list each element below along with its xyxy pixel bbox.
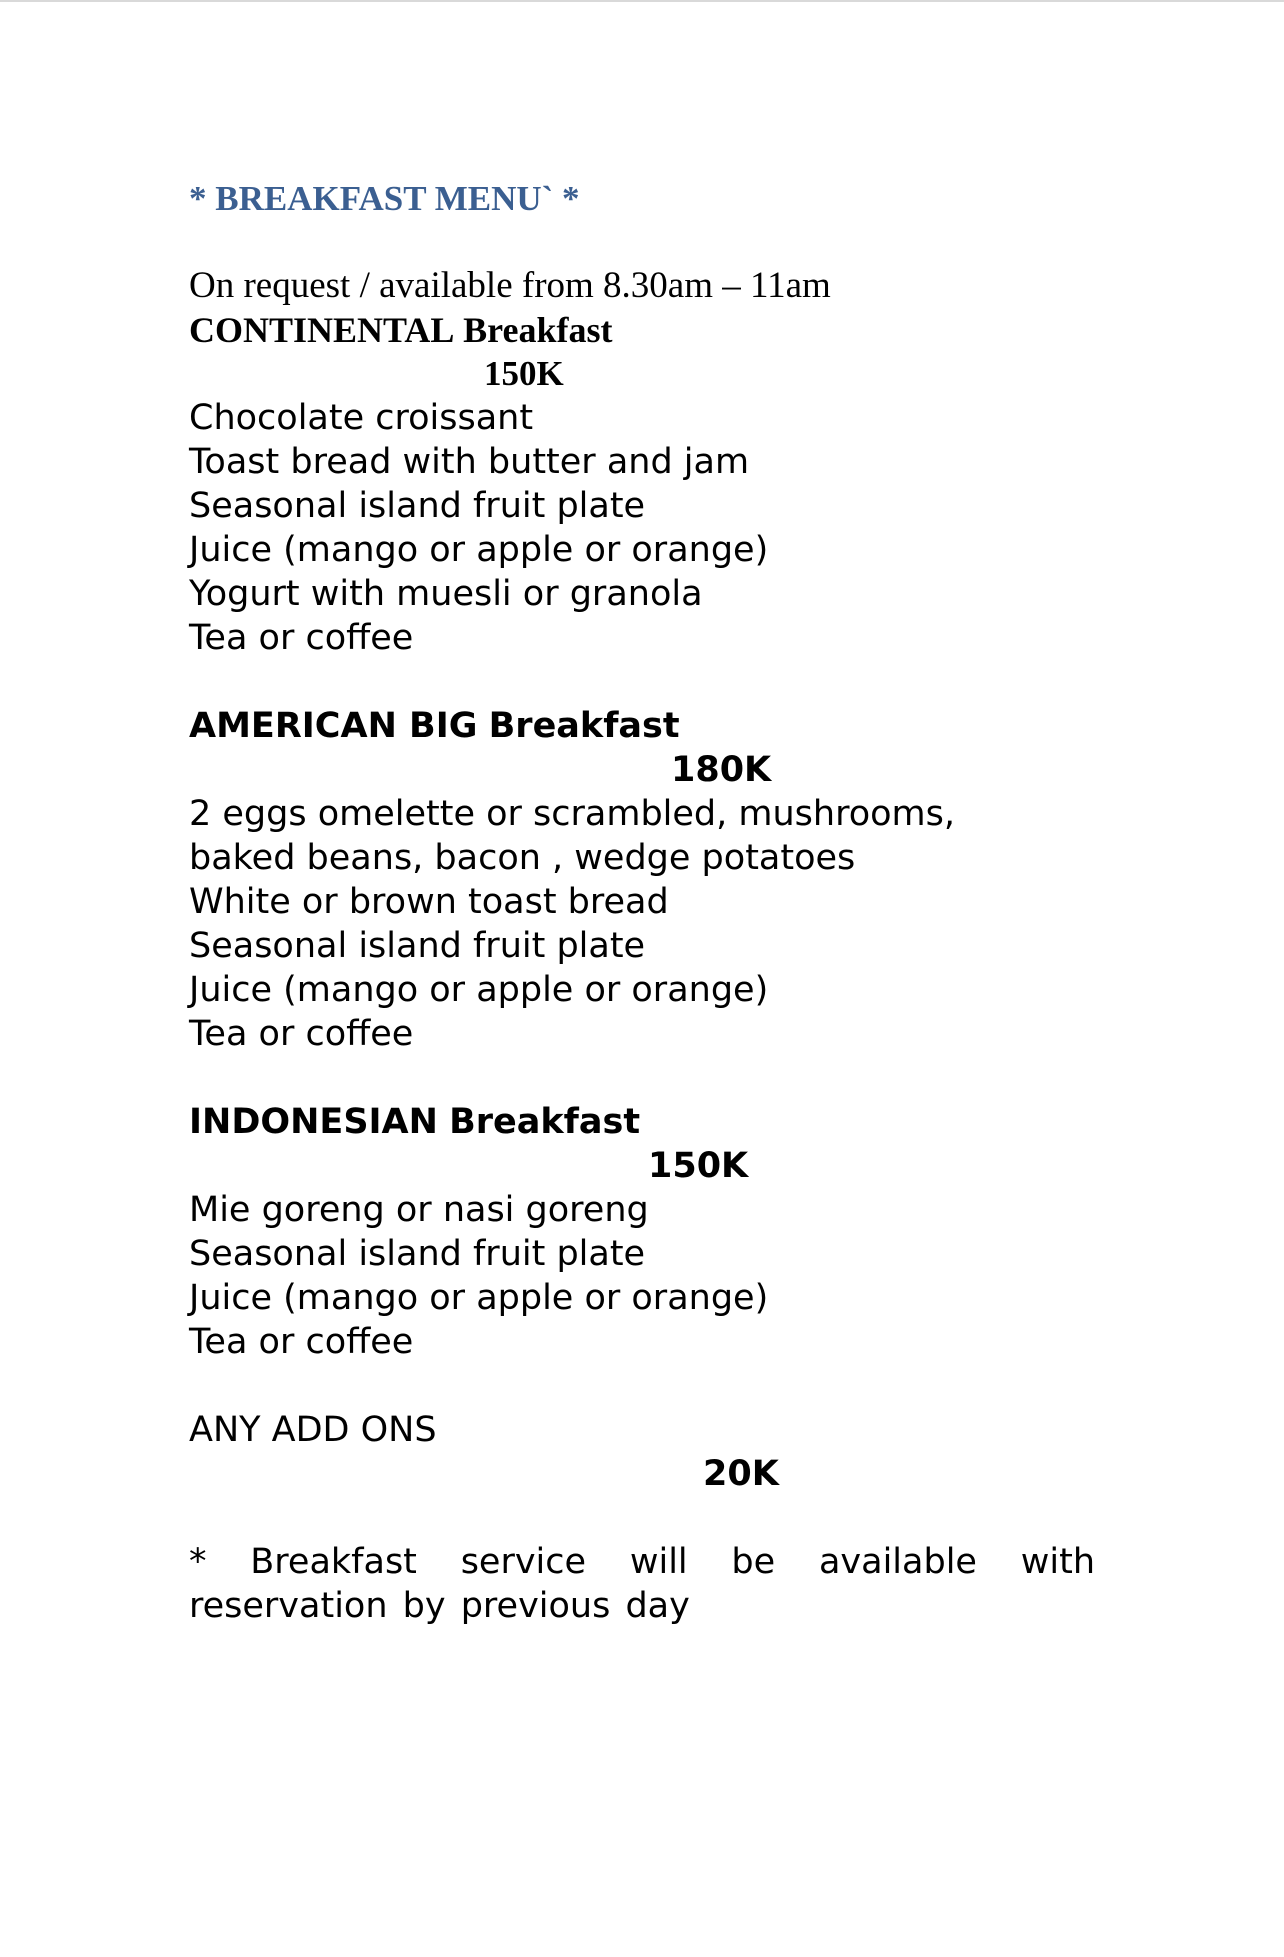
items-indonesian: [189, 1188, 1129, 1364]
list-item: Mie goreng or nasi goreng: [189, 1190, 649, 1230]
section-title-indonesian-suffix: Breakfast: [449, 1102, 641, 1142]
list-item: Tea or coffee: [189, 1014, 414, 1054]
price-indonesian: 150K: [648, 1146, 749, 1186]
section-title-indonesian: [189, 1100, 1129, 1144]
list-item: Chocolate croissant: [189, 398, 534, 438]
section-title-continental-main: CONTINENTAL: [189, 310, 455, 350]
section-title-american: [189, 704, 1129, 748]
price-continental: 150K: [484, 354, 564, 393]
price-american: 180K: [671, 750, 772, 790]
availability-text: On request / available from 8.30am – 11am: [189, 265, 831, 306]
section-title-american-suffix: Breakfast: [488, 706, 680, 746]
list-item: Tea or coffee: [189, 1322, 414, 1362]
list-item: Toast bread with butter and jam: [189, 442, 750, 482]
section-title-indonesian-main: INDONESIAN: [189, 1102, 438, 1142]
list-item: Juice (mango or apple or orange): [189, 970, 769, 1010]
list-item: White or brown toast bread: [189, 882, 669, 922]
list-item: Juice (mango or apple or orange): [189, 1278, 769, 1318]
breakfast-menu-page: [189, 174, 1129, 1628]
spacer: [189, 660, 1129, 704]
section-title-continental-suffix: Breakfast: [463, 310, 613, 350]
list-item: Seasonal island fruit plate: [189, 486, 646, 526]
list-item: Seasonal island fruit plate: [189, 1234, 646, 1274]
list-item: Juice (mango or apple or orange): [189, 530, 769, 570]
list-item: Yogurt with muesli or granola: [189, 574, 703, 614]
spacer: [189, 1496, 1129, 1540]
section-title-continental: [189, 308, 1129, 352]
items-continental: [189, 396, 1129, 660]
list-item: 2 eggs omelette or scrambled, mushrooms, baked beans, bacon , wedge potatoes: [189, 794, 956, 878]
price-addons: 20K: [703, 1454, 779, 1494]
addons-label: ANY ADD ONS: [189, 1410, 437, 1450]
top-divider: [0, 0, 1284, 2]
list-item: Tea or coffee: [189, 618, 414, 658]
items-american: [189, 792, 1129, 1056]
spacer: [189, 1364, 1129, 1408]
list-item: Seasonal island fruit plate: [189, 926, 646, 966]
menu-title: * BREAKFAST MENU` *: [189, 179, 580, 218]
reservation-note: * Breakfast service will be available with reservation by previous day: [189, 1542, 1095, 1626]
section-title-american-main: AMERICAN BIG: [189, 706, 478, 746]
spacer: [189, 1056, 1129, 1100]
